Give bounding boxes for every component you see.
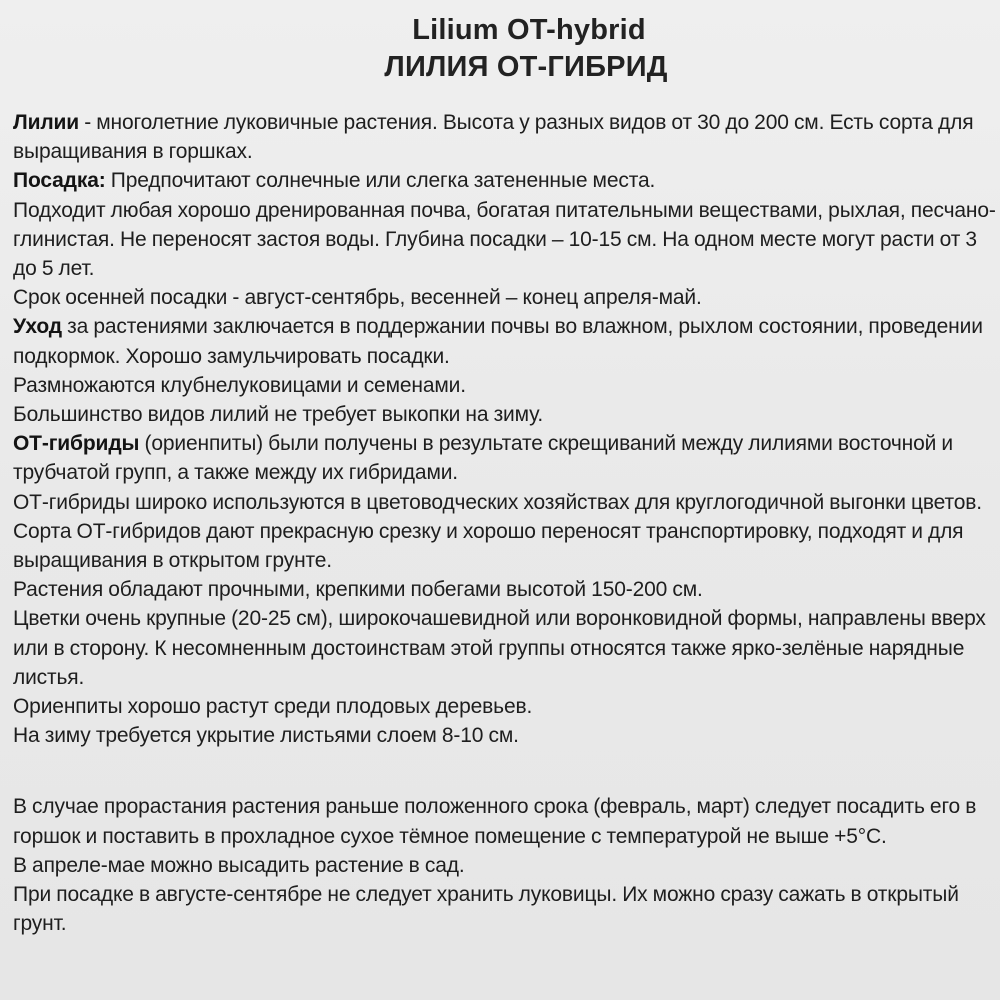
paragraph-care xyxy=(13,312,998,370)
paragraph-flowers: Цветки очень крупные (20-25 см), широкочашевидной или воронковидной формы, направлены вверх или в сторону. К несомненным достоинствам этой группы относятся также ярко-зелёные нарядные листья. xyxy=(13,607,986,689)
paragraph-soil: Подходит любая хорошо дренированная почва, богатая питательными веществами, рыхлая, песчано-глинистая. Не переносят застоя воды. Глубина посадки – 10-15 см. На одном месте могут расти от 3 до 5 лет. xyxy=(13,198,996,281)
latin-title: Lilium OT-hybrid xyxy=(412,14,646,46)
paragraph-winter-digging: Большинство видов лилий не требует выкопки на зиму. xyxy=(13,403,544,427)
term-ot-hybrids: ОТ-гибриды xyxy=(13,432,140,456)
paragraph-forcing: ОТ-гибриды широко используются в цветоводческих хозяйствах для круглогодичной выгонки цветов. xyxy=(13,490,982,514)
paragraph-winter-cover: На зиму требуется укрытие листьями слоем 8-10 см. xyxy=(13,724,519,748)
paragraph-autumn-planting: При посадке в августе-сентябре не следует хранить луковицы. Их можно сразу сажать в открытый грунт. xyxy=(13,883,959,936)
paragraph-early-sprouting: В случае прорастания растения раньше положенного срока (февраль, март) следует посадить его в горшок и поставить в прохладное сухое тёмное помещение с температурой не выше +5°C. xyxy=(13,795,977,848)
paragraph-text: Предпочитают солнечные или слегка затененные места. xyxy=(105,169,656,193)
paragraph-text: (ориенпиты) были получены в результате скрещиваний между лилиями восточной и трубчатой групп, а также между их гибридами. xyxy=(13,432,953,485)
paragraph-propagation: Размножаются клубнелуковицами и семенами. xyxy=(13,373,466,397)
document-body xyxy=(13,108,998,938)
paragraph-lilies-intro xyxy=(13,108,998,166)
paragraph-orchards: Ориенпиты хорошо растут среди плодовых деревьев. xyxy=(13,695,533,719)
paragraph-text: - многолетние луковичные растения. Высота у разных видов от 30 до 200 см. Есть сорта для выращивания в горшках. xyxy=(13,111,974,164)
title-block xyxy=(0,12,1000,86)
paragraph-spring-transplant: В апреле-мае можно высадить растение в сад. xyxy=(13,853,465,877)
paragraph-ot-hybrids xyxy=(13,429,998,487)
term-care: Уход xyxy=(13,315,62,339)
term-lilies: Лилии xyxy=(13,111,80,134)
russian-title: ЛИЛИЯ ОТ-ГИБРИД xyxy=(384,51,668,83)
paragraph-stems: Растения обладают прочными, крепкими побегами высотой 150-200 см. xyxy=(13,578,703,602)
paragraph-cut-flowers: Сорта ОТ-гибридов дают прекрасную срезку и хорошо переносят транспортировку, подходят и для выращивания в открытом грунте. xyxy=(13,519,964,573)
term-planting: Посадка: xyxy=(13,169,106,193)
paragraph-text: за растениями заключается в поддержании почвы во влажном, рыхлом состоянии, проведении подкормок. Хорошо замульчировать посадки. xyxy=(13,315,983,368)
paragraph-planting-dates: Срок осенней посадки - август-сентябрь, весенней – конец апреля-май. xyxy=(13,286,702,310)
paragraph-planting xyxy=(13,166,998,195)
section-spacer xyxy=(13,750,998,792)
